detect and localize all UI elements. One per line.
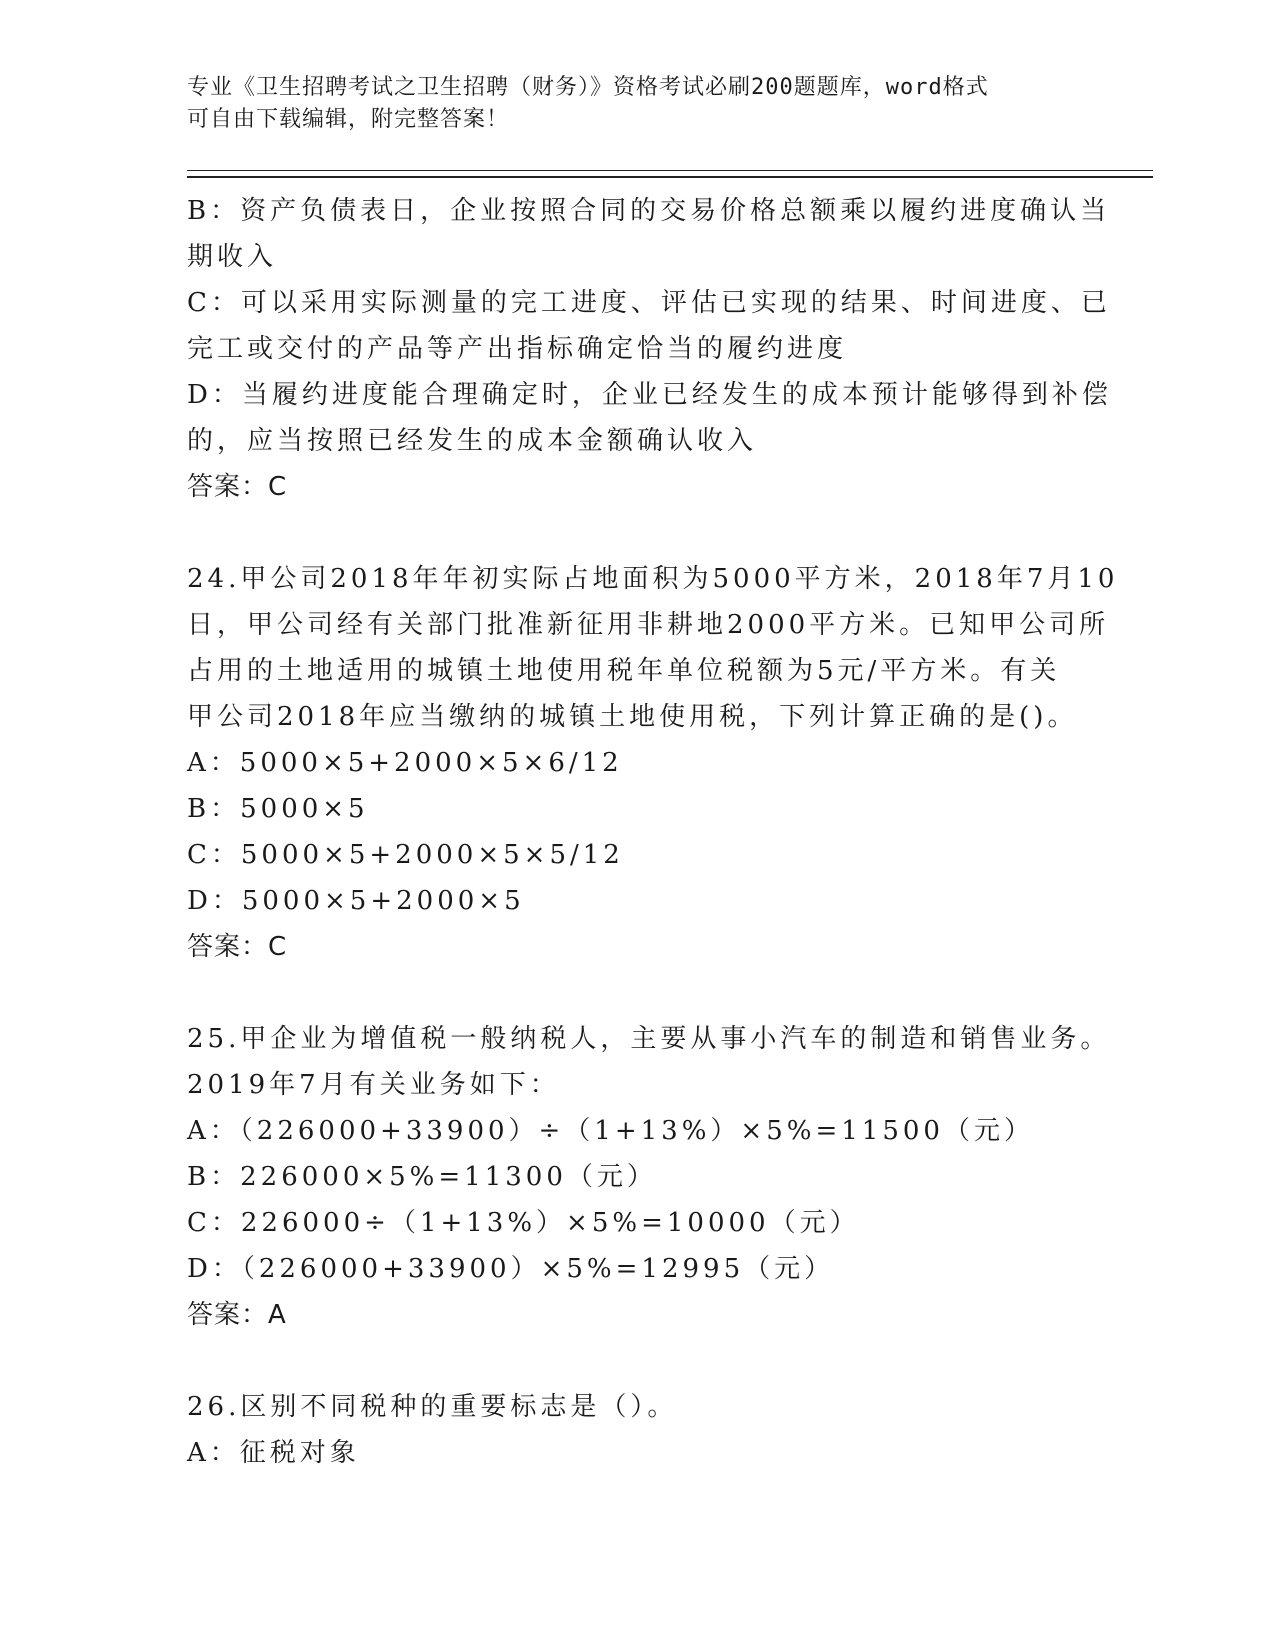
- q23-answer: 答案：C: [187, 472, 288, 502]
- document-header: [187, 72, 1067, 136]
- q23-option-d-line-2: 的，应当按照已经发生的成本金额确认收入: [187, 426, 758, 456]
- header-divider-bottom: [187, 176, 1153, 178]
- q23-option-c-line-2: 完工或交付的产品等产出指标确定恰当的履约进度: [187, 334, 848, 364]
- question-26: [187, 1384, 1087, 1476]
- spacer: [187, 510, 1087, 556]
- q23-option-b-line-1: B：资产负债表日，企业按照合同的交易价格总额乘以履约进度确认当: [187, 196, 1111, 226]
- q26-option-a: A：征税对象: [187, 1438, 360, 1468]
- question-25: [187, 1016, 1111, 1338]
- question-content: [187, 188, 1119, 1476]
- q26-stem-line-1: 26.区别不同税种的重要标志是（）。: [187, 1392, 678, 1422]
- spacer: [187, 1338, 1087, 1384]
- q25-answer: 答案：A: [187, 1300, 287, 1330]
- q24-option-a: A：5000×5+2000×5×6/12: [187, 748, 623, 778]
- q25-option-d: D：（226000+33900）×5%=12995（元）: [187, 1254, 835, 1284]
- q24-stem-line-4: 甲公司2018年应当缴纳的城镇土地使用税，下列计算正确的是()。: [187, 702, 1078, 732]
- q23-option-d-line-1: D：当履约进度能合理确定时，企业已经发生的成本预计能够得到补偿: [187, 380, 1112, 410]
- spacer: [187, 970, 1087, 1016]
- q24-stem-line-1: 24.甲公司2018年年初实际占地面积为5000平方米，2018年7月10: [187, 564, 1119, 594]
- q24-stem-line-2: 日，甲公司经有关部门批准新征用非耕地2000平方米。已知甲公司所: [187, 610, 1110, 640]
- q25-stem-line-2: 2019年7月有关业务如下：: [187, 1070, 560, 1100]
- header-title-line-2: 可自由下载编辑，附完整答案！: [187, 107, 510, 132]
- q25-option-b: B：226000×5%=11300（元）: [187, 1162, 657, 1192]
- q24-stem-line-3: 占用的土地适用的城镇土地使用税年单位税额为5元/平方米。有关: [187, 656, 1061, 686]
- q23-option-c-line-1: C：可以采用实际测量的完工进度、评估已实现的结果、时间进度、已: [187, 288, 1111, 318]
- question-23-options: [187, 188, 1112, 510]
- q24-option-d: D：5000×5+2000×5: [187, 886, 525, 916]
- header-divider-top: [187, 170, 1153, 171]
- q24-option-c: C：5000×5+2000×5×5/12: [187, 840, 624, 870]
- q24-answer: 答案：C: [187, 932, 288, 962]
- header-title-line-1: 专业《卫生招聘考试之卫生招聘（财务）》资格考试必刷200题题库，word格式: [187, 75, 989, 100]
- q24-option-b: B：5000×5: [187, 794, 369, 824]
- q25-stem-line-1: 25.甲企业为增值税一般纳税人，主要从事小汽车的制造和销售业务。: [187, 1024, 1111, 1054]
- q25-option-a: A：（226000+33900）÷（1+13%）×5%=11500（元）: [187, 1116, 1034, 1146]
- q23-option-b-line-2: 期收入: [187, 242, 278, 272]
- q25-option-c: C：226000÷（1+13%）×5%=10000（元）: [187, 1208, 860, 1238]
- question-24: [187, 556, 1119, 970]
